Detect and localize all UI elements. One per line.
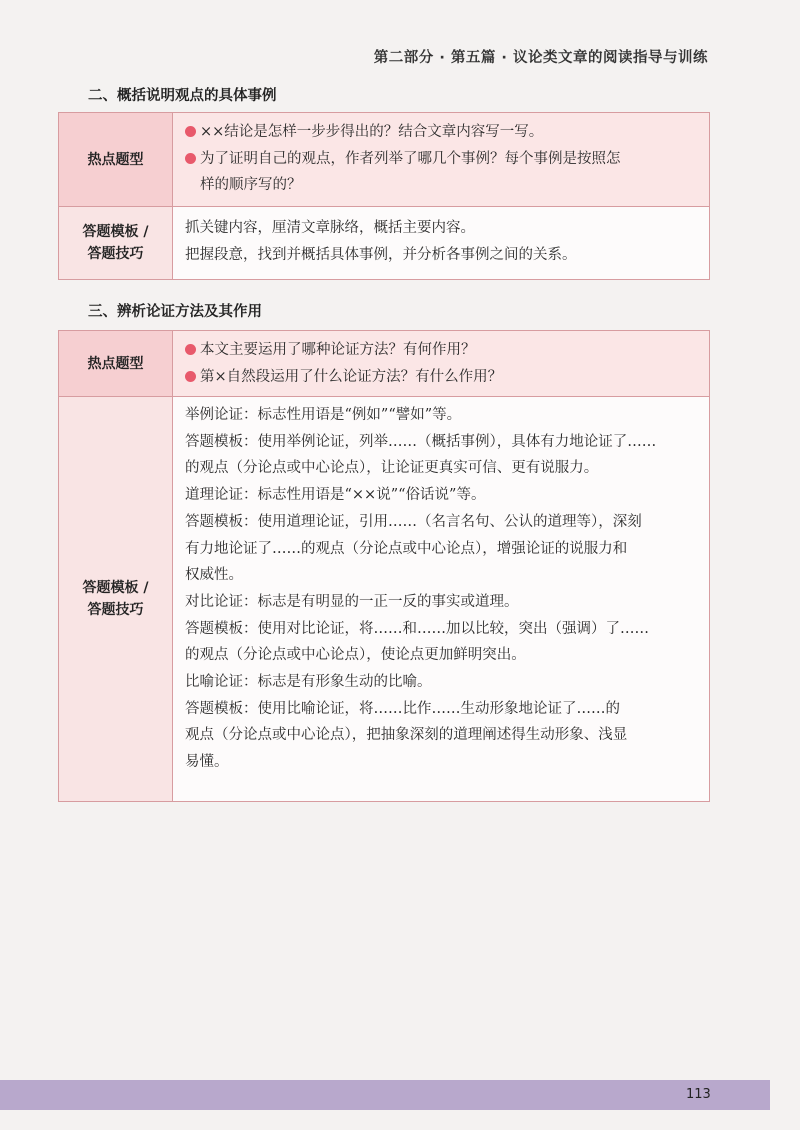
hot-question-item: 本文主要运用了哪种论证方法？有何作用？: [185, 337, 697, 364]
hot-question-item: 第×自然段运用了什么论证方法？有什么作用？: [185, 364, 697, 391]
answer-template-body: [173, 207, 709, 279]
answer-template-row: [59, 207, 709, 279]
page-number: 113: [686, 1087, 711, 1102]
template-line: 的观点（分论点或中心论点），使论点更加鲜明突出。: [185, 647, 526, 664]
template-line: 答题模板：使用举例论证，列举……（概括事例），具体有力地论证了……: [185, 433, 657, 450]
footer-band: [0, 1080, 770, 1110]
hot-question-continuation: 样的顺序写的？: [200, 177, 302, 193]
argument-methods-table: [58, 330, 710, 802]
answer-template-row: [59, 397, 709, 801]
section-title-2: 二、概括说明观点的具体事例: [88, 88, 277, 104]
running-header: 第二部分 · 第五篇 · 议论类文章的阅读指导与训练: [373, 50, 708, 66]
template-line: 答题模板：使用比喻论证，将……比作……生动形象地论证了……的: [185, 700, 620, 717]
template-line: 易懂。: [185, 754, 229, 771]
hot-questions-label: 热点题型: [59, 113, 173, 206]
template-line: 抓关键内容，厘清文章脉络，概括主要内容。: [185, 220, 475, 236]
answer-template-label: 答题模板 / 答题技巧: [59, 207, 173, 279]
answer-template-body: [173, 397, 709, 801]
section-title-3: 三、辨析论证方法及其作用: [88, 304, 262, 320]
template-line: 答题模板：使用对比论证，将……和……加以比较，突出（强调）了……: [185, 620, 649, 637]
bullet-icon: [185, 371, 196, 382]
template-line: 权威性。: [185, 567, 243, 584]
hot-questions-label: 热点题型: [59, 331, 173, 396]
answer-template-label: 答题模板 / 答题技巧: [59, 397, 173, 801]
hot-question-item: ××结论是怎样一步步得出的？结合文章内容写一写。: [185, 119, 697, 146]
bullet-icon: [185, 344, 196, 355]
summary-table: [58, 112, 710, 280]
template-line: 比喻论证：标志是有形象生动的比喻。: [185, 674, 432, 691]
template-line: 的观点（分论点或中心论点），让论证更真实可信、更有说服力。: [185, 460, 599, 477]
template-line: 把握段意，找到并概括具体事例，并分析各事例之间的关系。: [185, 246, 577, 263]
bullet-icon: [185, 153, 196, 164]
bullet-icon: [185, 126, 196, 137]
hot-questions-body: [173, 113, 709, 206]
hot-questions-row: [59, 331, 709, 397]
template-line: 道理论证：标志性用语是“××说”“俗话说”等。: [185, 487, 486, 504]
hot-questions-body: [173, 331, 709, 396]
hot-questions-row: [59, 113, 709, 207]
template-line: 答题模板：使用道理论证，引用……（名言名句、公认的道理等），深刻: [185, 513, 642, 530]
template-line: 举例论证：标志性用语是“例如”“譬如”等。: [185, 407, 462, 423]
template-line: 有力地论证了……的观点（分论点或中心论点），增强论证的说服力和: [185, 540, 628, 557]
hot-question-item: 为了证明自己的观点，作者列举了哪几个事例？每个事例是按照怎: [185, 146, 697, 173]
template-line: 对比论证：标志是有明显的一正一反的事实或道理。: [185, 593, 519, 610]
template-line: 观点（分论点或中心论点），把抽象深刻的道理阐述得生动形象、浅显: [185, 727, 628, 744]
